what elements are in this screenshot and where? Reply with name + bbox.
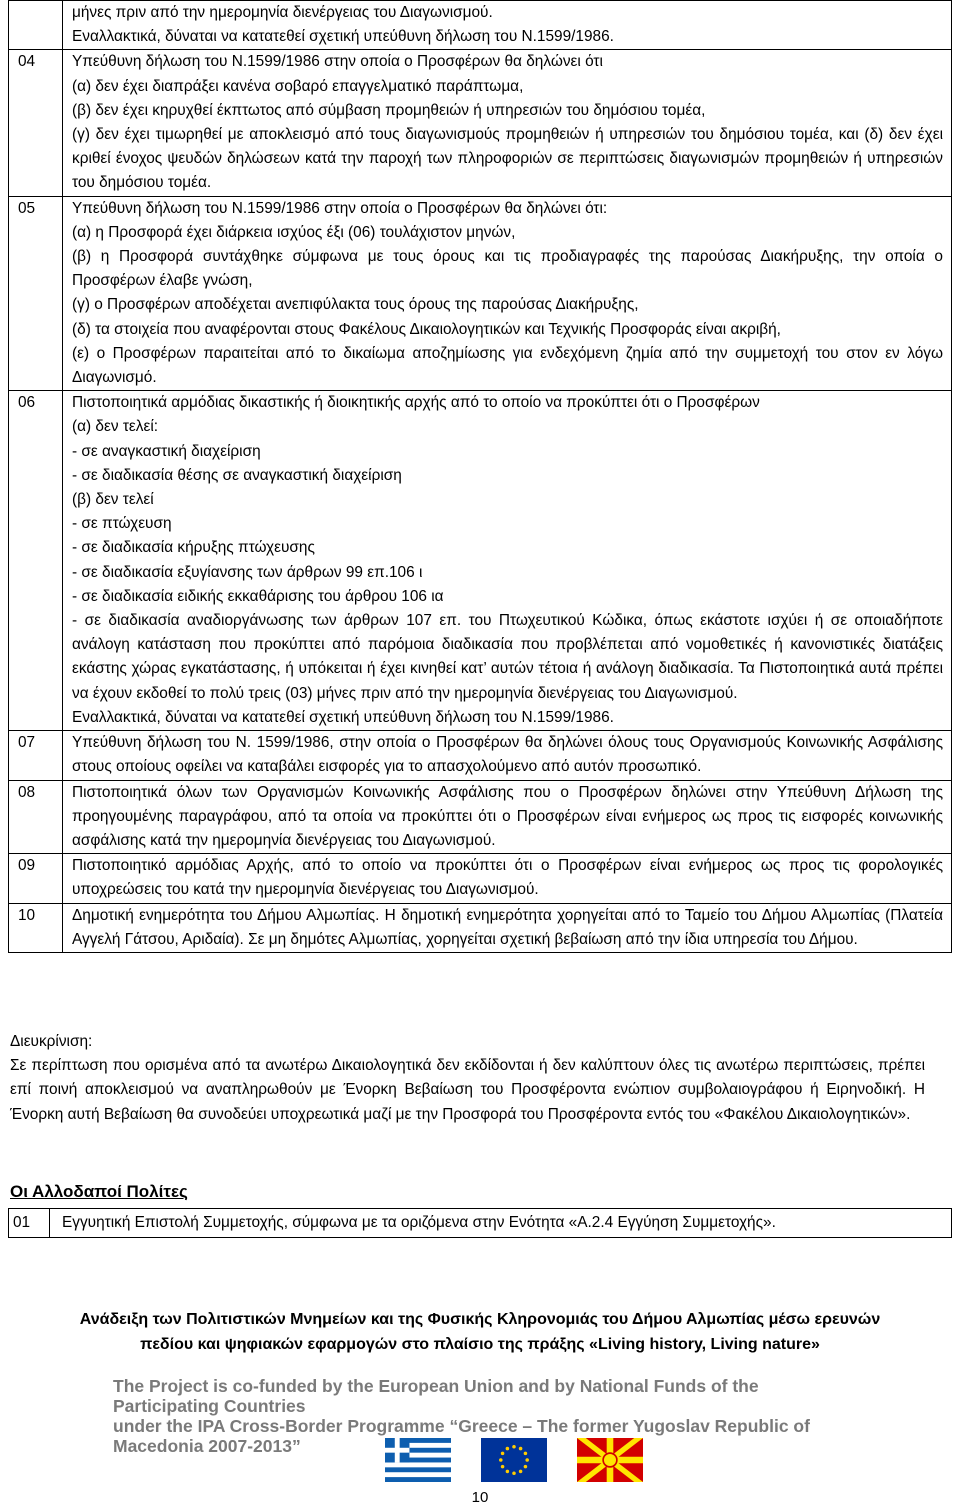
row-number: 01 (9, 1209, 50, 1238)
greece-flag-icon (385, 1438, 451, 1482)
row-text (63, 854, 952, 903)
row-number (9, 1, 63, 50)
row-text-line: (δ) τα στοιχεία που αναφέρονται στους Φακέλους Δικαιολογητικών και Τεχνικής Προσφοράς είναι ακριβή, (72, 320, 781, 338)
eu-star-icon (524, 1465, 528, 1469)
row-text-line: (β) δεν έχει κηρυχθεί έκπτωτος από σύμβαση προμηθειών ή υπηρεσιών του δημόσιου τομέα, (72, 101, 706, 119)
eu-star-icon (501, 1465, 505, 1469)
north-macedonia-flag-icon (577, 1438, 643, 1482)
row-number: 06 (9, 391, 63, 731)
table-row (9, 903, 952, 952)
row-text-line: Πιστοποιητικό αρμόδιας Αρχής, από το οποίο να προκύπτει ότι ο Προσφέρων είναι ενήμερος ως προς τις φορολογικές υποχρεώσεις του κατά την ημερομηνία διενέργειας του Διαγωνισμού. (72, 857, 943, 899)
row-text (63, 903, 952, 952)
foreign-requirements-table (8, 1208, 952, 1238)
eu-star-icon (501, 1452, 505, 1456)
row-number: 07 (9, 731, 63, 780)
row-number: 04 (9, 50, 63, 196)
page-number: 10 (471, 1489, 489, 1506)
row-text-line: Εναλλακτικά, δύναται να κατατεθεί σχετική υπεύθυνη δήλωση του Ν.1599/1986. (72, 708, 614, 726)
row-text (63, 196, 952, 391)
row-text-line: (α) δεν τελεί: (72, 418, 159, 436)
project-title (0, 1307, 960, 1357)
row-text-line: - σε διαδικασία αναδιοργάνωσης των άρθρων 107 επ. του Πτωχευτικού Κώδικα, όπως εκάστοτε ισχύει ή σε οποιαδήποτε ανάλογη κατάσταση που προκύπτει από παρόμοια διαδικασία που προβλέπεται από νομοθετικές ή κανονιστικές διατάξεις εκάστης χώρας εγκατάστασης, ή υπόκειται ή έχει κινηθεί κατ’ αυτών τέτοια ή ανάλογη διαδικασία. Τα Πιστοποιητικά αυτά πρέπει να έχουν εκδοθεί το πολύ τρεις (03) μήνες πριν από την ημερομηνία διενέργειας του Διαγωνισμού. (72, 612, 943, 702)
row-text: Εγγυητική Επιστολή Συμμετοχής, σύμφωνα με τα οριζόμενα στην Ενότητα «Α.2.4 Εγγύηση Συμμετοχής». (50, 1209, 952, 1238)
eu-star-icon (512, 1471, 516, 1475)
table-row (9, 1209, 952, 1238)
clarification-section (10, 1030, 925, 1127)
eu-star-icon (506, 1470, 510, 1474)
table-row (9, 1, 952, 50)
project-title-line-1: Ανάδειξη των Πολιτιστικών Μνημείων και της Φυσικής Κληρονομιάς του Δήμου Αλμωπίας μέσω ερευνών (79, 1311, 881, 1328)
row-text (63, 731, 952, 780)
table-row (9, 50, 952, 196)
row-text-line: - σε διαδικασία θέσης σε αναγκαστική διαχείριση (72, 466, 402, 484)
row-text-line: Υπεύθυνη δήλωση του Ν.1599/1986 στην οποία ο Προσφέρων θα δηλώνει ότι: (72, 199, 608, 217)
table-row (9, 854, 952, 903)
row-text-line: (γ) δεν έχει τιμωρηθεί με αποκλεισμό από τους διαγωνισμούς προμηθειών ή υπηρεσιών του δημόσιου τομέα, και (δ) δεν έχει κριθεί ένοχος ψευδών δηλώσεων κατά την παροχή των πληροφοριών σε περιπτώσεις διαγωνισμών προμηθειών ή υπηρεσιών του δημόσιου τομέα. (72, 126, 943, 192)
row-text-line: Υπεύθυνη δήλωση του Ν. 1599/1986, στην οποία ο Προσφέρων θα δηλώνει όλους τους Οργανισμούς Κοινωνικής Ασφάλισης στους οποίους οφείλει να καταβάλει εισφορές για το απασχολούμενο από αυτόν προσωπικό. (72, 734, 943, 776)
eu-star-icon (525, 1458, 529, 1462)
row-text-line: - σε διαδικασία κήρυξης πτώχευσης (72, 539, 315, 557)
row-text (63, 391, 952, 731)
eu-star-icon (512, 1445, 516, 1449)
row-text-line: Υπεύθυνη δήλωση του Ν.1599/1986 στην οποία ο Προσφέρων θα δηλώνει ότι (72, 53, 603, 71)
eu-star-icon (519, 1447, 523, 1451)
eu-star-icon (506, 1447, 510, 1451)
row-text-line: (ε) ο Προσφέρων παραιτείται από το δικαίωμα αποζημίωσης για ενδεχόμενη ζημία από την συμμετοχή του στον εν λόγω Διαγωνισμό. (72, 344, 943, 387)
funding-line-1: The Project is co-funded by the European Union and by National Funds of the Participating Countries (113, 1376, 759, 1416)
row-number: 05 (9, 196, 63, 391)
row-text-line: Δημοτική ενημερότητα του Δήμου Αλμωπίας. Η δημοτική ενημερότητα χορηγείται από το Ταμείο του Δήμου Αλμωπίας (Πλατεία Αγγελή Γάτσου, Αριδαία). Σε μη δημότες Αλμωπίας, χορηγείται σχετική βεβαίωση από την ίδια υπηρεσία του Δήμου. (72, 906, 943, 948)
table-row (9, 196, 952, 391)
row-number: 09 (9, 854, 63, 903)
row-text (63, 50, 952, 196)
table-row (9, 391, 952, 731)
row-text-line: μήνες πριν από την ημερομηνία διενέργειας του Διαγωνισμού. (72, 4, 493, 21)
row-text-line: - σε αναγκαστική διαχείριση (72, 442, 261, 460)
eu-star-icon (499, 1458, 503, 1462)
clarification-text: Σε περίπτωση που ορισμένα από τα ανωτέρω Δικαιολογητικά δεν εκδίδονται ή δεν καλύπτουν όλες τις ανωτέρω περιπτώσεις, πρέπει επί ποινή αποκλεισμού να αναπληρωθούν με Ένορκη Βεβαίωση του Προσφέροντα ενώπιον συμβολαιογράφου ή Ειρηνοδική. Η Ένορκη αυτή Βεβαίωση θα συνοδεύει υποχρεωτικά μαζί με την Προσφορά του Προσφέροντα εντός του «Φακέλου Δικαιολογητικών». (10, 1057, 925, 1123)
project-title-line-2: πεδίου και ψηφιακών εφαρμογών στο πλαίσιο της πράξης «Living history, Living nature» (140, 1336, 820, 1353)
row-text (63, 1, 952, 50)
row-text (63, 780, 952, 854)
row-text-line: - σε διαδικασία εξυγίανσης των άρθρων 99 επ.106 ι (72, 563, 423, 581)
funding-line-2: under the IPA Cross-Border Programme “Greece – The former Yugoslav Republic of Macedonia 2007-2013” (113, 1416, 810, 1456)
row-text-line: (α) δεν έχει διαπράξει κανένα σοβαρό επαγγελματικό παράπτωμα, (72, 77, 524, 95)
row-text-line: - σε διαδικασία ειδικής εκκαθάρισης του άρθρου 106 ια (72, 587, 444, 605)
row-text-line: Πιστοποιητικά αρμόδιας δικαστικής ή διοικητικής αρχής από το οποίο να προκύπτει ότι ο Προσφέρων (72, 394, 760, 412)
row-text-line: (γ) ο Προσφέρων αποδέχεται ανεπιφύλακτα τους όρους της παρούσας Διακήρυξης, (72, 296, 639, 314)
table-row (9, 731, 952, 780)
foreign-citizens-heading: Οι Αλλοδαποί Πολίτες (10, 1182, 188, 1201)
row-text-line: Εναλλακτικά, δύναται να κατατεθεί σχετική υπεύθυνη δήλωση του Ν.1599/1986. (72, 28, 614, 46)
table-row (9, 780, 952, 854)
row-text-line: (α) η Προσφορά έχει διάρκεια ισχύος έξι (06) τουλάχιστον μηνών, (72, 223, 516, 241)
row-text-line: (β) η Προσφορά συντάχθηκε σύμφωνα με τους όρους και τις προδιαγραφές της παρούσας Διακήρυξης, την οποία ο Προσφέρων έλαβε γνώση, (72, 248, 943, 290)
row-number: 08 (9, 780, 63, 854)
row-number: 10 (9, 903, 63, 952)
eu-star-icon (519, 1470, 523, 1474)
requirements-table (8, 0, 952, 953)
row-text-line: Πιστοποιητικά όλων των Οργανισμών Κοινωνικής Ασφάλισης που ο Προσφέρων δηλώνει στην Υπεύθυνη Δήλωση της προηγουμένης παραγράφου, από τα οποία να προκύπτει ότι ο Προσφέρων είναι ενήμερος ως προς τις εισφορές κοινωνικής ασφάλισης κατά την ημερομηνία διενέργειας του Διαγωνισμού. (72, 783, 943, 849)
row-text-line: (β) δεν τελεί (72, 491, 154, 509)
clarification-label: Διευκρίνιση: (10, 1033, 93, 1050)
eu-flag-icon (481, 1438, 547, 1482)
eu-star-icon (524, 1452, 528, 1456)
row-text-line: - σε πτώχευση (72, 515, 172, 533)
